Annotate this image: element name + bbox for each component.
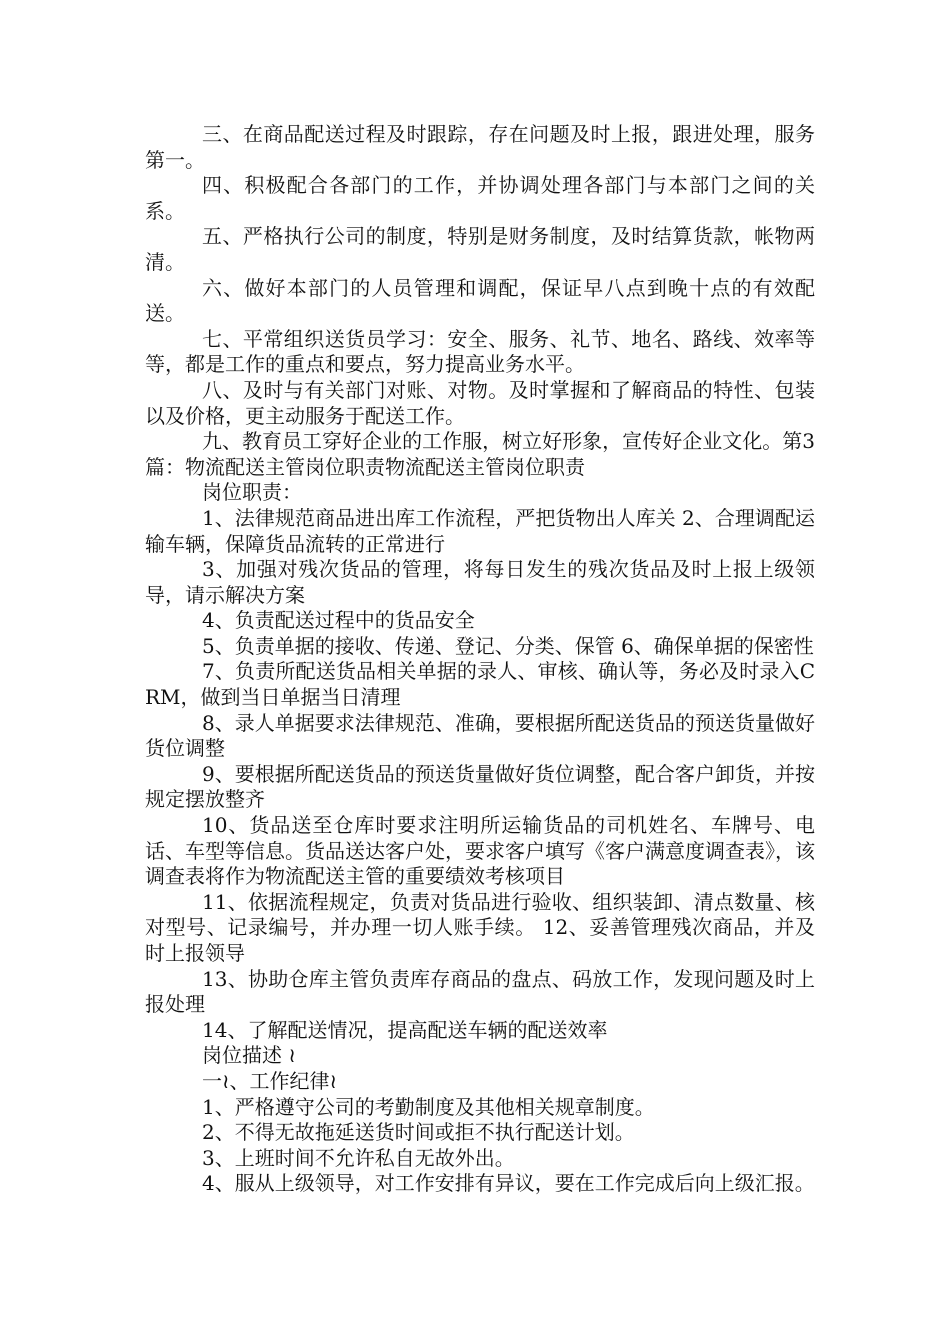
section-heading-description: 岗位描述 ≀: [202, 1043, 296, 1068]
duty-item-4: 4、负责配送过程中的货品安全: [202, 608, 475, 633]
discipline-item-2: 2、不得无故拖延送货时间或拒不执行配送计划。: [202, 1120, 635, 1145]
duty-item-5-6: 5、负责单据的接收、传递、登记、分类、保管 6、确保单据的保密性: [202, 633, 814, 658]
paragraph-item-3: 三、在商品配送过程及时跟踪，存在问题及时上报，跟进处理，服务第一。: [145, 122, 815, 172]
paragraph-item-6: 六、做好本部门的人员管理和调配，保证早八点到晚十点的有效配送。: [145, 275, 815, 326]
subsection-heading-discipline: 一≀、工作纪律≀: [202, 1068, 337, 1093]
discipline-item-1: 1、严格遵守公司的考勤制度及其他相关规章制度。: [202, 1094, 655, 1119]
duty-item-10: 10、货品送至仓库时要求注明所运输货品的司机姓名、车牌号、电话、车型等信息。货品送达客户处，要求客户填写《客户满意度调查表》，该调查表将作为物流配送主管的重要绩效考核项目: [145, 813, 815, 889]
document-body: [145, 122, 815, 1197]
paragraph-item-8: 八、及时与有关部门对账、对物。及时掌握和了解商品的特性、包装以及价格，更主动服务于配送工作。: [145, 377, 815, 428]
paragraph-item-9: 九、教育员工穿好企业的工作服，树立好形象，宣传好企业文化。第3篇：物流配送主管岗位职责物流配送主管岗位职责: [145, 429, 815, 479]
duty-item-11-12: 11、依据流程规定，负责对货品进行验收、组织装卸、清点数量、核对型号、记录编号，并办理一切人账手续。 12、妥善管理残次商品，并及时上报领导: [145, 889, 815, 965]
section-heading-duties: 岗位职责：: [202, 480, 302, 505]
duty-item-1-2: 1、法律规范商品进出库工作流程，严把货物出人库关 2、合理调配运输车辆，保障货品流转的正常进行: [145, 505, 815, 556]
duty-item-13: 13、协助仓库主管负责库存商品的盘点、码放工作，发现问题及时上报处理: [145, 966, 815, 1017]
paragraph-item-5: 五、严格执行公司的制度，特别是财务制度，及时结算货款，帐物两清。: [145, 224, 815, 274]
paragraph-item-7: 七、平常组织送货员学习：安全、服务、礼节、地名、路线、效率等等，都是工作的重点和要点，努力提高业务水平。: [145, 326, 815, 377]
duty-item-9: 9、要根据所配送货品的预送货量做好货位调整，配合客户卸货，并按规定摆放整齐: [145, 761, 815, 812]
duty-item-14: 14、了解配送情况，提高配送车辆的配送效率: [202, 1017, 608, 1042]
discipline-item-3: 3、上班时间不允许私自无故外出。: [202, 1145, 515, 1170]
duty-item-3: 3、加强对残次货品的管理，将每日发生的残次货品及时上报上级领导，请示解决方案: [145, 557, 815, 607]
duty-item-8: 8、录人单据要求法律规范、准确，要根据所配送货品的预送货量做好货位调整: [145, 710, 815, 761]
discipline-item-4: 4、服从上级领导，对工作安排有异议，要在工作完成后向上级汇报。: [202, 1171, 815, 1196]
duty-item-7: 7、负责所配送货品相关单据的录人、审核、确认等，务必及时录入CRM，做到当日单据当日清理: [145, 659, 815, 710]
paragraph-item-4: 四、积极配合各部门的工作，并协调处理各部门与本部门之间的关系。: [145, 173, 815, 223]
